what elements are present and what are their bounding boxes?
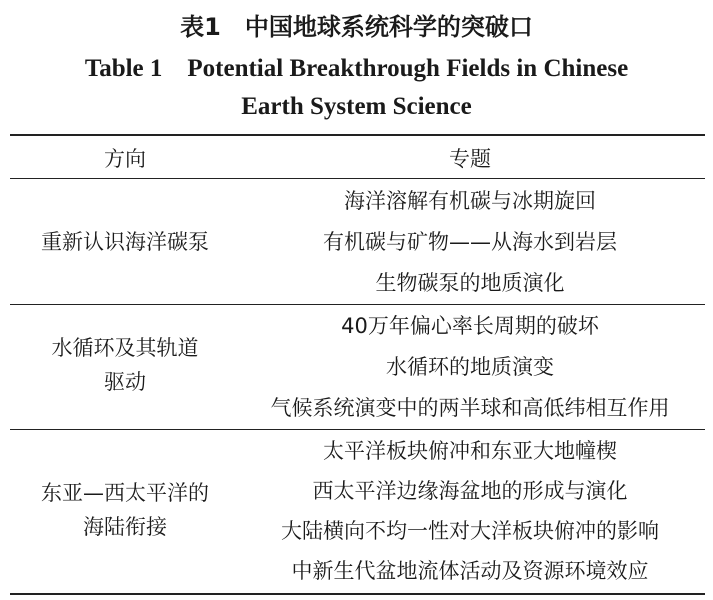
direction-text: 重新认识海洋碳泵 [41, 230, 209, 254]
topic-cell: 气候系统演变中的两半球和高低纬相互作用 [270, 396, 670, 420]
table-top-rule [10, 134, 705, 136]
direction-text: 水循环及其轨道 [51, 336, 199, 360]
topic-cell: 太平洋板块俯冲和东亚大地幢楔 [323, 439, 617, 463]
topic-cell: 大陆横向不均一性对大洋板块俯冲的影响 [281, 519, 659, 543]
header-topic: 专题 [449, 147, 491, 171]
topic-cell: 40万年偏心率长周期的破坏 [341, 314, 599, 338]
table-caption-english-line2: Earth System Science [241, 93, 472, 120]
table-row-direction [10, 225, 240, 259]
topic-cell: 有机碳与矿物——从海水到岩层 [323, 230, 617, 254]
direction-text: 海陆衔接 [83, 515, 167, 539]
direction-text: 驱动 [104, 370, 146, 394]
group-divider [10, 304, 705, 305]
direction-text: 东亚—西太平洋的 [41, 481, 209, 505]
table-caption-english-line1: Table 1 Potential Breakthrough Fields in Chinese [84, 55, 629, 82]
table-row-direction [10, 476, 240, 544]
table-row-direction [10, 331, 240, 399]
group-divider [10, 429, 705, 430]
topic-cell: 西太平洋边缘海盆地的形成与演化 [312, 479, 628, 503]
topic-cell: 海洋溶解有机碳与冰期旋回 [344, 189, 596, 213]
header-rule [10, 178, 705, 179]
header-direction: 方向 [104, 147, 146, 171]
topic-cell: 生物碳泵的地质演化 [375, 271, 565, 295]
topic-cell: 水循环的地质演变 [386, 355, 554, 379]
topic-cell: 中新生代盆地流体活动及资源环境效应 [291, 559, 649, 583]
table-caption-chinese: 表1 中国地球系统科学的突破口 [180, 13, 533, 41]
table-bottom-rule [10, 593, 705, 595]
